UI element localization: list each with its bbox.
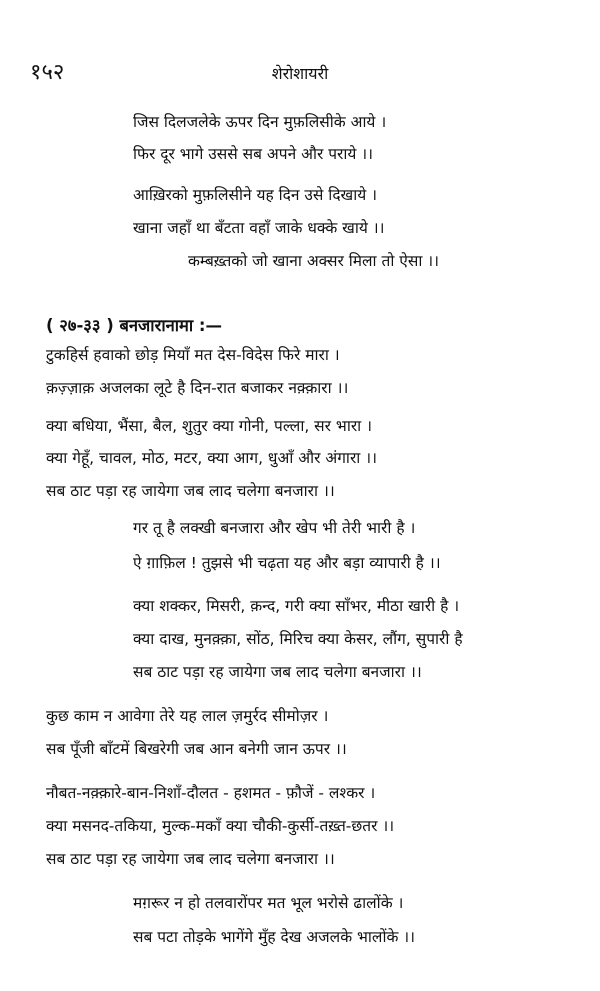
verse-line: क्या बधिया, भैंसा, बैल, शुतुर क्या गोनी, पल्ला, सर भारा । [46, 417, 372, 435]
verse-line: क़ज़्ज़ाक़ अजलका लूटे है दिन-रात बजाकर नक़्क़ारा ।। [46, 379, 349, 397]
section-heading: ( २७-३३ ) बनजारानामा :— [46, 316, 223, 335]
verse-line: क्या शक्कर, मिसरी, क़न्द, गरी क्या साँभर, मीठा खारी है । [133, 597, 460, 615]
verse-line: फिर दूर भागे उससे सब अपने और पराये ।। [133, 145, 374, 163]
verse-line: सब पटा तोड़के भागेंगे मुँह देख अजलके भालोंके ।। [133, 928, 416, 946]
verse-line: नौबत-नक़्क़ारे-बान-निशाँ-दौलत - हशमत - फ़ौजें - लश्कर । [46, 784, 376, 802]
page-title: शेरोशायरी [271, 64, 329, 83]
verse-line: सब पूँजी बाँटमें बिखरेगी जब आन बनेगी जान ऊपर ।। [46, 740, 347, 758]
verse-line: आख़िरको मुफ़लिसीने यह दिन उसे दिखाये । [133, 186, 378, 204]
verse-line: टुकहिर्स हवाको छोड़ मियाँ मत देस-विदेस फिरे मारा । [46, 346, 340, 364]
verse-line: जिस दिलजलेके ऊपर दिन मुफ़लिसीके आये । [133, 113, 387, 131]
verse-line: क्या गेहूँ, चावल, मोठ, मटर, क्या आग, धुआँ और अंगारा ।। [46, 449, 377, 467]
verse-line: क्या मसनद-तकिया, मुल्क-मकाँ क्या चौकी-कुर्सी-तख़्त-छतर ।। [46, 817, 395, 835]
verse-line: कुछ काम न आवेगा तेरे यह लाल ज़मुर्रद सीमोज़र । [46, 707, 329, 725]
page-number: १५२ [30, 60, 65, 85]
verse-line: ऐ ग़ाफ़िल ! तुझसे भी चढ़ता यह और बड़ा व्यापारी है ।। [133, 554, 441, 572]
verse-line: क्या दाख, मुनक़्क़ा, सोंठ, मिरिच क्या केसर, लौंग, सुपारी है [133, 630, 463, 648]
verse-line: सब ठाट पड़ा रह जायेगा जब लाद चलेगा बनजारा ।। [46, 850, 335, 868]
verse-line: सब ठाट पड़ा रह जायेगा जब लाद चलेगा बनजारा ।। [133, 663, 422, 681]
verse-line: गर तू है लक्खी बनजारा और खेप भी तेरी भारी है । [133, 519, 416, 537]
verse-line: सब ठाट पड़ा रह जायेगा जब लाद चलेगा बनजारा ।। [46, 482, 335, 500]
verse-line: मग़रूर न हो तलवारोंपर मत भूल भरोसे ढालोंके । [133, 894, 404, 912]
verse-line: खाना जहाँ था बँटता वहाँ जाके धक्के खाये ।। [133, 219, 385, 237]
verse-line: कम्बख़्तको जो खाना अक्सर मिला तो ऐसा ।। [188, 252, 440, 270]
